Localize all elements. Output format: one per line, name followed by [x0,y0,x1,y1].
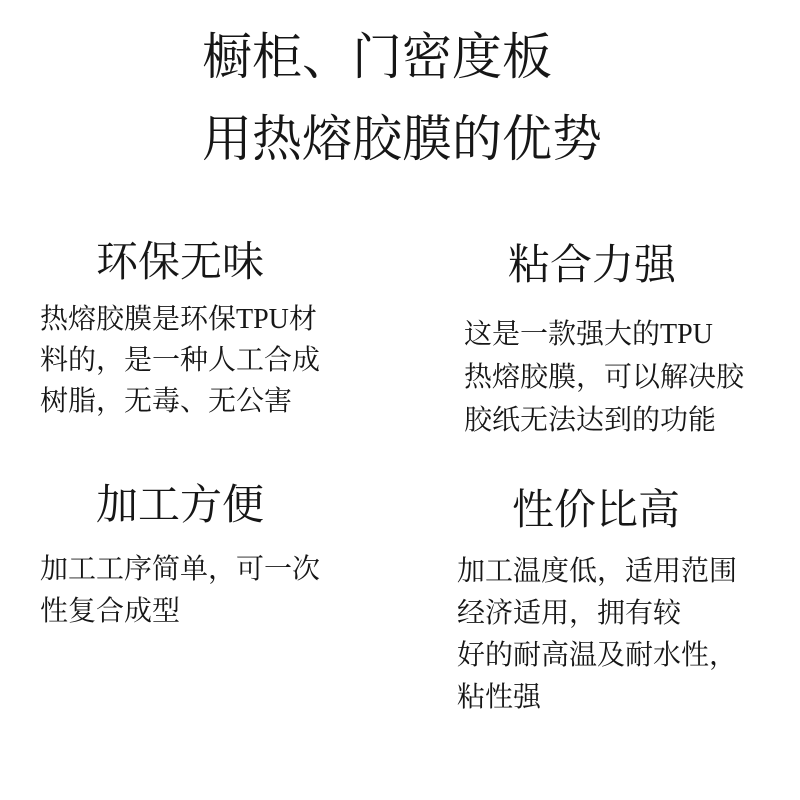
body-line: 树脂，无毒、无公害 [40,386,293,417]
body-line: 加工工序简单，可一次 [40,554,321,585]
section-heading-strong-adhesion: 粘合力强 [507,243,676,289]
body-line: 这是一款强大的TPU [464,319,713,350]
body-line: 好的耐高温及耐水性， [457,640,738,671]
body-line: 粘性强 [457,682,542,713]
section-body-strong-adhesion [464,313,744,442]
section-heading-eco-friendly: 环保无味 [95,240,264,286]
section-heading-easy-processing: 加工方便 [95,483,264,529]
body-line: 加工温度低，适用范围 [457,556,738,587]
body-line: 热熔胶膜，可以解决胶 [464,362,745,393]
body-line: 料的，是一种人工合成 [40,345,321,376]
page-title-line-2: 用热熔胶膜的优势 [202,111,602,167]
section-body-easy-processing [40,549,320,633]
section-heading-cost-effective: 性价比高 [511,488,680,534]
body-line: 热熔胶膜是环保TPU材 [40,304,317,335]
section-body-cost-effective [457,551,737,719]
section-body-eco-friendly [40,299,320,422]
body-line: 胶纸无法达到的功能 [464,405,717,436]
body-line: 经济适用，拥有较 [457,598,682,629]
body-line: 性复合成型 [40,596,181,627]
page-title-line-1: 橱柜、门密度板 [202,29,552,85]
